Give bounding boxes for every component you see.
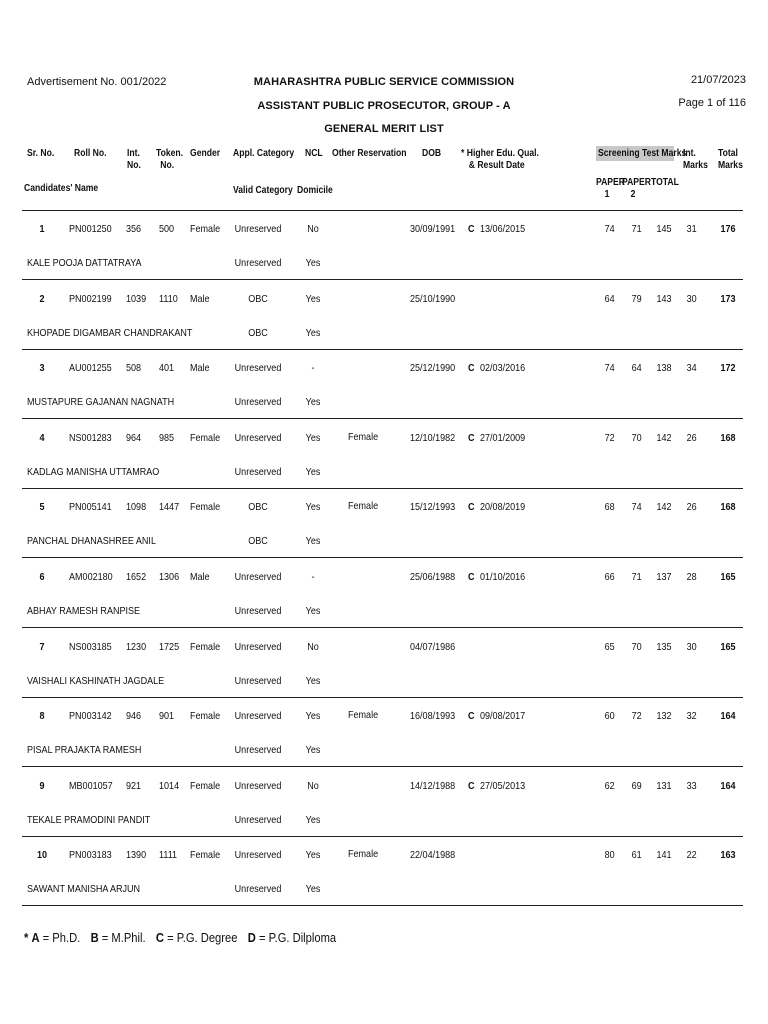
ncl-cell: No <box>307 223 319 235</box>
int-no-cell: 1039 <box>126 292 147 305</box>
qualification-date-cell: 13/06/2015 <box>480 223 526 235</box>
row-divider <box>22 418 743 419</box>
int-no-cell: 508 <box>126 362 142 375</box>
candidate-name-cell: VAISHALI KASHINATH JAGDALE <box>27 674 165 687</box>
qualification-code-cell: C <box>468 501 475 514</box>
paper1-marks-cell: 68 <box>604 501 615 514</box>
paper2-marks-cell: 71 <box>631 571 642 583</box>
interview-marks-cell: 34 <box>686 362 697 375</box>
qualification-code-cell: C <box>468 362 475 375</box>
ncl-cell: Yes <box>305 431 321 444</box>
token-no-cell: 1111 <box>159 849 178 862</box>
token-no-cell: 1447 <box>159 501 180 514</box>
valid-category-cell: Unreserved <box>234 396 282 409</box>
paper-total-cell: 143 <box>656 292 672 305</box>
roll-no-cell: MB001057 <box>69 779 113 792</box>
paper-total-cell: 145 <box>656 223 672 235</box>
row-divider <box>22 627 743 628</box>
candidate-name-cell: TEKALE PRAMODINI PANDIT <box>27 813 151 826</box>
ncl-cell: Yes <box>305 849 321 862</box>
int-no-cell: 1098 <box>126 501 147 514</box>
total-marks-cell: 163 <box>720 849 736 862</box>
col-other-reservation: Other Reservation <box>332 148 407 159</box>
valid-category-cell: Unreserved <box>234 883 282 896</box>
dob-cell: 16/08/1993 <box>410 710 456 723</box>
qualification-date-cell: 02/03/2016 <box>480 362 526 375</box>
col-appl-category: Appl. Category <box>233 148 295 159</box>
category-cell: Unreserved <box>234 362 282 375</box>
gender-cell: Female <box>190 640 221 653</box>
roll-no-cell: NS003185 <box>69 640 112 653</box>
gender-cell: Male <box>190 362 210 375</box>
total-marks-cell: 165 <box>720 640 736 653</box>
int-no-cell: 1230 <box>126 640 147 653</box>
col-roll-no: Roll No. <box>74 148 107 159</box>
dob-cell: 30/09/1991 <box>410 223 456 235</box>
paper2-marks-cell: 61 <box>631 849 642 862</box>
gender-cell: Male <box>190 292 210 305</box>
paper1-marks-cell: 66 <box>604 571 615 583</box>
qualification-date-cell: 09/08/2017 <box>480 710 526 723</box>
dob-cell: 25/06/1988 <box>410 571 456 583</box>
paper2-marks-cell: 70 <box>631 431 642 444</box>
paper1-marks-cell: 74 <box>604 362 615 375</box>
list-date: 21/07/2023 <box>690 74 746 86</box>
paper-total-cell: 132 <box>656 710 672 723</box>
token-no-cell: 1110 <box>159 292 178 305</box>
dob-cell: 15/12/1993 <box>410 501 456 514</box>
token-no-cell: 500 <box>159 223 175 235</box>
interview-marks-cell: 22 <box>686 849 697 862</box>
ncl-cell: No <box>307 640 319 653</box>
commission-title: MAHARASHTRA PUBLIC SERVICE COMMISSION <box>253 76 515 88</box>
header-divider <box>22 210 743 211</box>
qualification-code-cell: C <box>468 779 475 792</box>
ncl-cell: - <box>311 362 315 375</box>
gender-cell: Female <box>190 431 221 444</box>
paper1-marks-cell: 74 <box>604 223 615 235</box>
int-no-cell: 1652 <box>126 571 147 583</box>
dob-cell: 12/10/1982 <box>410 431 456 444</box>
roll-no-cell: AU001255 <box>69 362 112 375</box>
domicile-cell: Yes <box>305 813 321 826</box>
dob-cell: 04/07/1986 <box>410 640 456 653</box>
sr-no-cell: 5 <box>39 501 45 514</box>
category-cell: Unreserved <box>234 571 282 583</box>
col-screening-test: Screening Test Marks <box>598 148 687 159</box>
col-higher-edu: * Higher Edu. Qual. & Result Date <box>461 148 539 171</box>
col-int-no: Int. No. <box>127 148 141 171</box>
other-reservation-cell: Female <box>348 500 379 513</box>
other-reservation-cell: Female <box>348 709 379 722</box>
sr-no-cell: 2 <box>39 292 45 305</box>
total-marks-cell: 164 <box>720 779 736 792</box>
dob-cell: 25/12/1990 <box>410 362 456 375</box>
gender-cell: Female <box>190 710 221 723</box>
roll-no-cell: PN001250 <box>69 223 112 235</box>
other-reservation-cell: Female <box>348 848 379 861</box>
domicile-cell: Yes <box>305 744 321 757</box>
ncl-cell: Yes <box>305 501 321 514</box>
paper2-marks-cell: 72 <box>631 710 642 723</box>
interview-marks-cell: 26 <box>686 431 697 444</box>
paper1-marks-cell: 64 <box>604 292 615 305</box>
candidate-name-cell: KHOPADE DIGAMBAR CHANDRAKANT <box>27 326 193 339</box>
category-cell: Unreserved <box>234 223 282 235</box>
paper-total-cell: 142 <box>656 431 672 444</box>
col-paper-2: PAPER 2 <box>622 177 651 200</box>
total-marks-cell: 172 <box>720 362 736 375</box>
gender-cell: Male <box>190 571 210 583</box>
token-no-cell: 401 <box>159 362 175 375</box>
paper2-marks-cell: 69 <box>631 779 642 792</box>
dob-cell: 25/10/1990 <box>410 292 456 305</box>
total-marks-cell: 165 <box>720 571 736 583</box>
int-no-cell: 964 <box>126 431 142 444</box>
gender-cell: Female <box>190 849 221 862</box>
dob-cell: 22/04/1988 <box>410 849 456 862</box>
sr-no-cell: 4 <box>39 431 45 444</box>
paper2-marks-cell: 70 <box>631 640 642 653</box>
paper1-marks-cell: 60 <box>604 710 615 723</box>
paper-total-cell: 135 <box>656 640 672 653</box>
sr-no-cell: 10 <box>36 849 48 862</box>
token-no-cell: 1725 <box>159 640 180 653</box>
paper-total-cell: 142 <box>656 501 672 514</box>
token-no-cell: 985 <box>159 431 175 444</box>
col-sr-no: Sr. No. <box>27 148 55 159</box>
col-token-no: Token. No. <box>156 148 184 171</box>
gender-cell: Female <box>190 501 221 514</box>
row-divider <box>22 488 743 489</box>
sr-no-cell: 1 <box>39 223 45 235</box>
roll-no-cell: AM002180 <box>69 571 113 583</box>
ncl-cell: Yes <box>305 292 321 305</box>
candidate-name-cell: KADLAG MANISHA UTTAMRAO <box>27 465 160 478</box>
category-cell: Unreserved <box>234 849 282 862</box>
domicile-cell: Yes <box>305 674 321 687</box>
paper1-marks-cell: 80 <box>604 849 615 862</box>
qualification-code-cell: C <box>468 710 475 723</box>
total-marks-cell: 176 <box>720 223 736 235</box>
total-marks-cell: 164 <box>720 710 736 723</box>
dob-cell: 14/12/1988 <box>410 779 456 792</box>
qualification-legend: * A = Ph.D. B = M.Phil. C = P.G. Degree D = P.G. Dilploma <box>24 930 337 945</box>
col-ncl: NCL <box>305 148 323 159</box>
col-gender: Gender <box>190 148 221 159</box>
valid-category-cell: Unreserved <box>234 813 282 826</box>
col-candidates-name: Candidates' Name <box>24 183 99 194</box>
col-total-marks: Total Marks <box>718 148 743 171</box>
token-no-cell: 1014 <box>159 779 180 792</box>
sr-no-cell: 9 <box>39 779 45 792</box>
col-domicile: Domicile <box>297 185 333 196</box>
domicile-cell: Yes <box>305 465 321 478</box>
qualification-date-cell: 01/10/2016 <box>480 571 526 583</box>
paper2-marks-cell: 64 <box>631 362 642 375</box>
paper1-marks-cell: 72 <box>604 431 615 444</box>
row-divider <box>22 279 743 280</box>
row-divider <box>22 557 743 558</box>
other-reservation-cell: Female <box>348 430 379 443</box>
category-cell: Unreserved <box>234 431 282 444</box>
advertisement-number: Advertisement No. 001/2022 <box>27 76 167 88</box>
interview-marks-cell: 30 <box>686 292 697 305</box>
qualification-date-cell: 20/08/2019 <box>480 501 526 514</box>
ncl-cell: - <box>311 571 315 583</box>
token-no-cell: 901 <box>159 710 175 723</box>
roll-no-cell: PN003142 <box>69 710 112 723</box>
sr-no-cell: 6 <box>39 571 45 583</box>
int-no-cell: 356 <box>126 223 142 235</box>
domicile-cell: Yes <box>305 535 321 548</box>
col-paper-total: TOTAL <box>651 177 679 188</box>
roll-no-cell: PN002199 <box>69 292 112 305</box>
int-no-cell: 1390 <box>126 849 147 862</box>
category-cell: Unreserved <box>234 779 282 792</box>
roll-no-cell: PN003183 <box>69 849 112 862</box>
category-cell: Unreserved <box>234 710 282 723</box>
int-no-cell: 921 <box>126 779 142 792</box>
col-dob: DOB <box>422 148 442 159</box>
roll-no-cell: NS001283 <box>69 431 112 444</box>
qualification-date-cell: 27/05/2013 <box>480 779 526 792</box>
interview-marks-cell: 31 <box>686 223 697 235</box>
col-valid-category: Valid Category <box>233 185 293 196</box>
interview-marks-cell: 28 <box>686 571 697 583</box>
sr-no-cell: 7 <box>39 640 45 653</box>
interview-marks-cell: 33 <box>686 779 697 792</box>
candidate-name-cell: PISAL PRAJAKTA RAMESH <box>27 744 142 757</box>
qualification-code-cell: C <box>468 223 475 235</box>
valid-category-cell: OBC <box>248 535 268 548</box>
paper1-marks-cell: 65 <box>604 640 615 653</box>
token-no-cell: 1306 <box>159 571 180 583</box>
valid-category-cell: OBC <box>248 326 268 339</box>
paper-total-cell: 141 <box>656 849 672 862</box>
valid-category-cell: Unreserved <box>234 744 282 757</box>
qualification-date-cell: 27/01/2009 <box>480 431 526 444</box>
roll-no-cell: PN005141 <box>69 501 112 514</box>
sr-no-cell: 8 <box>39 710 45 723</box>
interview-marks-cell: 32 <box>686 710 697 723</box>
total-marks-cell: 168 <box>720 431 736 444</box>
candidate-name-cell: SAWANT MANISHA ARJUN <box>27 883 141 896</box>
domicile-cell: Yes <box>305 883 321 896</box>
gender-cell: Female <box>190 779 221 792</box>
post-title: ASSISTANT PUBLIC PROSECUTOR, GROUP - A <box>257 100 511 112</box>
valid-category-cell: Unreserved <box>234 465 282 478</box>
qualification-code-cell: C <box>468 571 475 583</box>
valid-category-cell: Unreserved <box>234 674 282 687</box>
interview-marks-cell: 30 <box>686 640 697 653</box>
category-cell: Unreserved <box>234 640 282 653</box>
page-number: Page 1 of 116 <box>678 97 746 109</box>
candidate-name-cell: PANCHAL DHANASHREE ANIL <box>27 535 156 548</box>
total-marks-cell: 168 <box>720 501 736 514</box>
valid-category-cell: Unreserved <box>234 605 282 617</box>
int-no-cell: 946 <box>126 710 142 723</box>
paper2-marks-cell: 79 <box>631 292 642 305</box>
row-divider <box>22 905 743 906</box>
total-marks-cell: 173 <box>720 292 736 305</box>
interview-marks-cell: 26 <box>686 501 697 514</box>
ncl-cell: Yes <box>305 710 321 723</box>
paper-total-cell: 137 <box>656 571 672 583</box>
candidate-name-cell: MUSTAPURE GAJANAN NAGNATH <box>27 396 175 409</box>
gender-cell: Female <box>190 223 221 235</box>
sr-no-cell: 3 <box>39 362 45 375</box>
domicile-cell: Yes <box>305 605 321 617</box>
domicile-cell: Yes <box>305 396 321 409</box>
domicile-cell: Yes <box>305 257 321 269</box>
paper2-marks-cell: 74 <box>631 501 642 514</box>
paper2-marks-cell: 71 <box>631 223 642 235</box>
qualification-code-cell: C <box>468 431 475 444</box>
valid-category-cell: Unreserved <box>234 257 282 269</box>
paper-total-cell: 131 <box>656 779 672 792</box>
candidate-name-cell: KALE POOJA DATTATRAYA <box>27 257 142 269</box>
paper-total-cell: 138 <box>656 362 672 375</box>
row-divider <box>22 349 743 350</box>
paper1-marks-cell: 62 <box>604 779 615 792</box>
domicile-cell: Yes <box>305 326 321 339</box>
list-title: GENERAL MERIT LIST <box>324 123 444 135</box>
category-cell: OBC <box>248 501 268 514</box>
row-divider <box>22 836 743 837</box>
col-int-marks: Int. Marks <box>683 148 708 171</box>
row-divider <box>22 766 743 767</box>
row-divider <box>22 697 743 698</box>
col-paper-1: PAPER 1 <box>596 177 625 200</box>
candidate-name-cell: ABHAY RAMESH RANPISE <box>27 605 141 617</box>
category-cell: OBC <box>248 292 268 305</box>
ncl-cell: No <box>307 779 319 792</box>
